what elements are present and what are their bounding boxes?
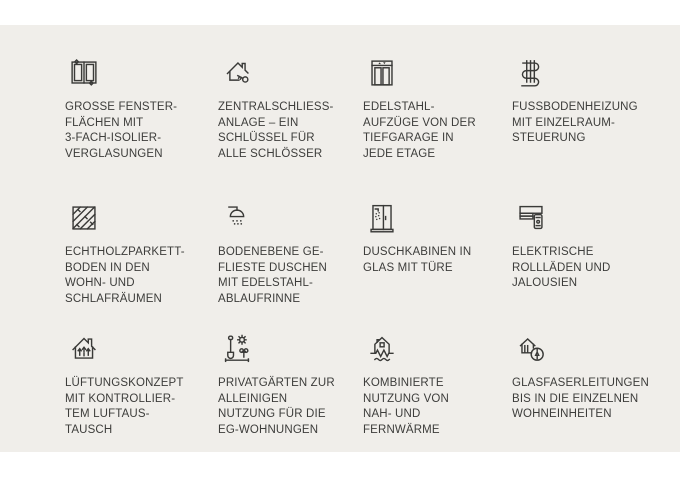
features-panel	[0, 25, 680, 452]
feature-label	[65, 376, 218, 438]
feature-item-district-heating	[363, 328, 512, 452]
feature-line: JEDE ETAGE	[363, 147, 436, 160]
feature-line: GLAS MIT TÜRE	[363, 261, 453, 274]
feature-line: FERNWÄRME	[363, 423, 440, 436]
feature-item-fiber-optic	[512, 328, 662, 452]
feature-line: MIT EINZELRAUM-	[512, 116, 615, 129]
feature-line: JALOUSIEN	[512, 277, 578, 290]
feature-line: ANLAGE – EIN	[218, 116, 299, 129]
window-icon	[65, 52, 218, 92]
feature-line: EDELSTAHL-	[363, 101, 435, 113]
feature-line: GROSSE FENSTER-	[65, 101, 178, 113]
feature-line: MIT KONTROLLIER-	[65, 392, 176, 405]
district-heating-icon	[363, 328, 512, 368]
feature-line: KOMBINIERTE	[363, 377, 444, 389]
feature-line: ECHTHOLZPARKETT-	[65, 246, 185, 258]
feature-line: WOHNEINHEITEN	[512, 408, 612, 421]
feature-line: TIEFGARAGE IN	[363, 132, 454, 145]
feature-label	[218, 245, 363, 307]
feature-label	[512, 245, 662, 292]
parquet-icon	[65, 197, 218, 237]
feature-line: FUSSBODENHEIZUNG	[512, 101, 638, 113]
feature-line: TAUSCH	[65, 423, 113, 436]
feature-line: FLÄCHEN MIT	[65, 116, 144, 129]
feature-item-shower	[218, 197, 363, 328]
elevator-icon	[363, 52, 512, 92]
feature-item-roller-shutters	[512, 197, 662, 328]
feature-line: NAH- UND	[363, 408, 421, 421]
feature-line: PRIVATGÄRTEN ZUR	[218, 377, 335, 389]
feature-item-ventilation	[65, 328, 218, 452]
feature-line: ROLLLÄDEN UND	[512, 261, 611, 274]
feature-label	[363, 100, 512, 162]
feature-line: GLASFASERLEITUNGEN	[512, 377, 649, 389]
feature-label	[363, 245, 512, 276]
feature-line: NUTZUNG VON	[363, 392, 449, 405]
feature-line: SCHLAFRÄUMEN	[65, 292, 163, 305]
feature-item-central-locking	[218, 52, 363, 197]
feature-item-shower-cabin	[363, 197, 512, 328]
feature-line: ZENTRALSCHLIESS-	[218, 101, 334, 113]
feature-line: ALLEINIGEN	[218, 392, 288, 405]
feature-line: 3-FACH-ISOLIER-	[65, 132, 162, 145]
house-key-icon	[218, 52, 363, 92]
feature-line: ALLE SCHLÖSSER	[218, 147, 323, 160]
feature-line: NUTZUNG FÜR DIE	[218, 408, 326, 421]
features-grid	[65, 52, 665, 452]
feature-line: STEUERUNG	[512, 132, 586, 145]
shower-cabin-icon	[363, 197, 512, 237]
feature-line: BODENEBENE GE-	[218, 246, 324, 258]
feature-label	[512, 376, 662, 423]
floor-heating-icon	[512, 52, 662, 92]
feature-line: ABLAUFRINNE	[218, 292, 301, 305]
ventilation-house-icon	[65, 328, 218, 368]
feature-label	[218, 376, 363, 438]
feature-line: AUFZÜGE VON DER	[363, 116, 476, 129]
feature-line: MIT EDELSTAHL-	[218, 277, 313, 290]
garden-icon	[218, 328, 363, 368]
feature-line: BODEN IN DEN	[65, 261, 150, 274]
feature-line: LÜFTUNGSKONZEPT	[65, 377, 184, 389]
feature-line: WOHN- UND	[65, 277, 135, 290]
feature-item-parquet	[65, 197, 218, 328]
feature-item-windows	[65, 52, 218, 197]
feature-line: FLIESTE DUSCHEN	[218, 261, 327, 274]
feature-line: BIS IN DIE EINZELNEN	[512, 392, 639, 405]
feature-line: DUSCHKABINEN IN	[363, 246, 472, 258]
feature-label	[218, 100, 363, 162]
feature-label	[65, 100, 218, 162]
feature-line: EG-WOHNUNGEN	[218, 423, 319, 436]
feature-item-elevator	[363, 52, 512, 197]
feature-label	[363, 376, 512, 438]
feature-label	[512, 100, 662, 147]
roller-shutter-icon	[512, 197, 662, 237]
feature-item-floor-heating	[512, 52, 662, 197]
feature-line: ELEKTRISCHE	[512, 246, 594, 258]
shower-icon	[218, 197, 363, 237]
feature-line: SCHLÜSSEL FÜR	[218, 132, 315, 145]
feature-item-private-gardens	[218, 328, 363, 452]
feature-line: VERGLASUNGEN	[65, 147, 163, 160]
feature-label	[65, 245, 218, 307]
fiber-optic-icon	[512, 328, 662, 368]
feature-line: TEM LUFTAUS-	[65, 408, 150, 421]
